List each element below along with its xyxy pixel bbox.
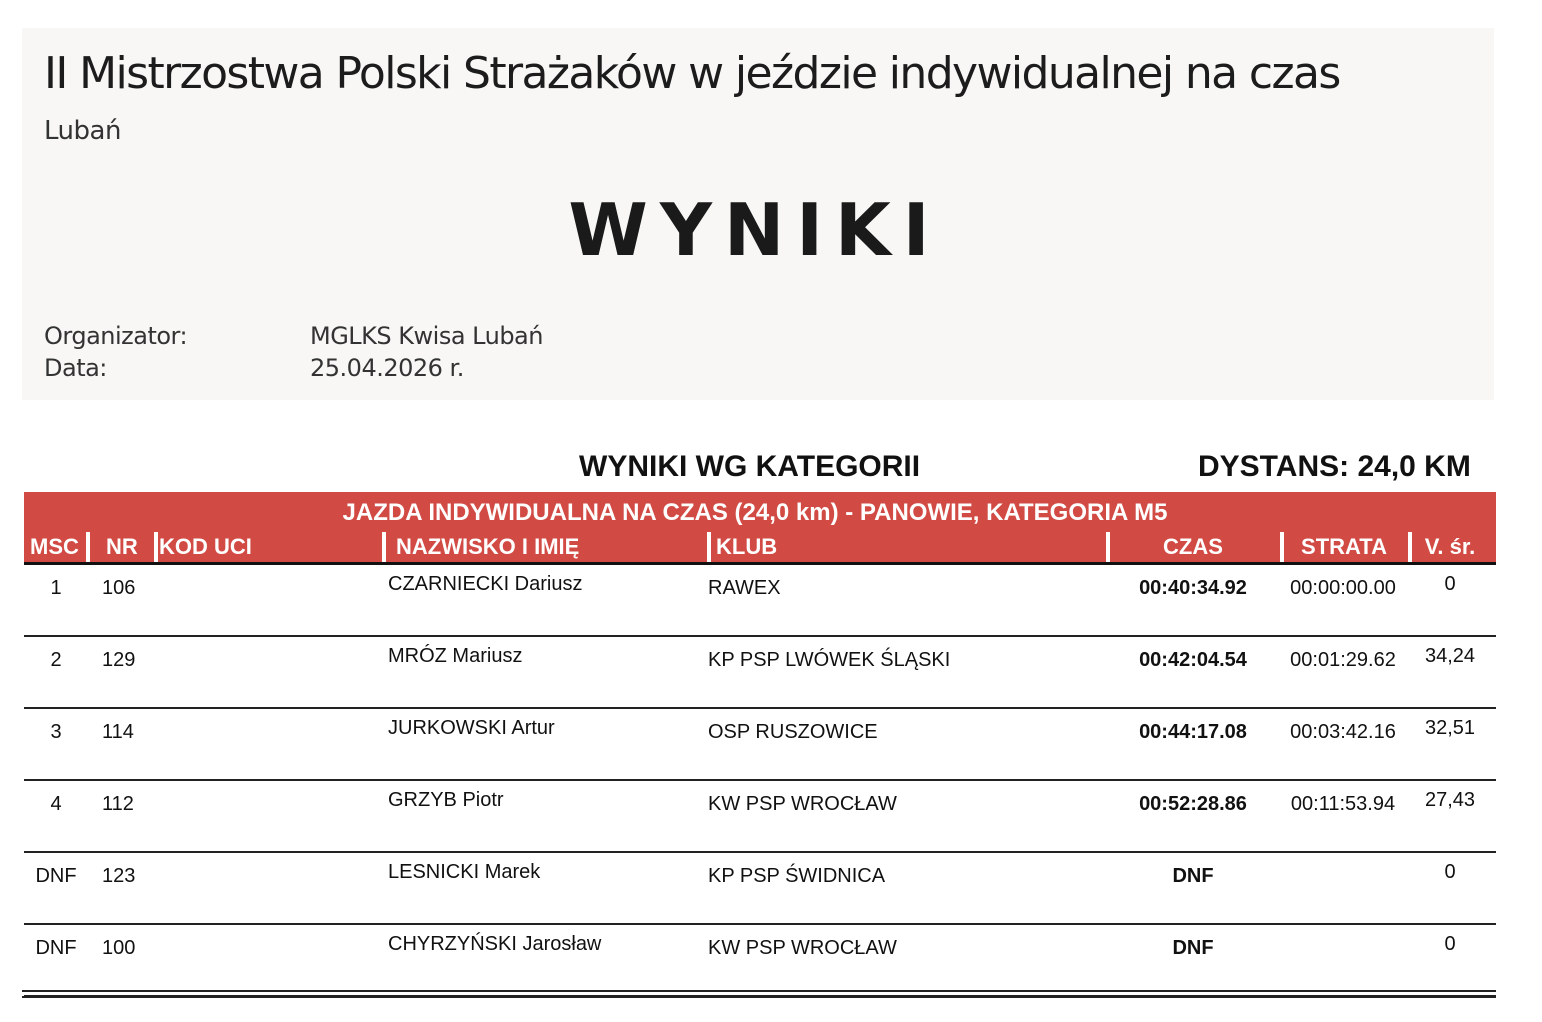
table-row [24,781,1496,853]
column-divider [154,532,158,562]
cell-nr: 100 [102,937,136,959]
category-title: JAZDA INDYWIDUALNA NA CZAS (24,0 km) - PANOWIE, KATEGORIA M5 [24,492,1496,532]
organizer-value: MGLKS Kwisa Lubań [310,322,543,350]
cell-name: LESNICKI Marek [388,861,541,883]
cell-gap: 00:03:42.16 [1290,721,1396,743]
column-header-nr: NR [106,534,138,559]
cell-gap: 00:11:53.94 [1290,793,1396,815]
column-divider [1408,532,1412,562]
cell-name: GRZYB Piotr [388,789,504,811]
table-row [24,565,1496,637]
cell-club: KW PSP WROCŁAW [708,937,897,959]
column-header-club: KLUB [716,534,778,559]
cell-speed: 32,51 [1424,717,1476,739]
cell-gap: 00:00:00.00 [1290,577,1396,599]
column-divider [707,532,711,562]
cell-speed: 0 [1444,861,1456,883]
document-heading: WYNIKI [568,188,942,272]
cell-msc: 3 [50,721,62,743]
cell-nr: 129 [102,649,136,671]
table-row [24,709,1496,781]
column-header-speed: V. śr. [1424,534,1476,559]
cell-club: RAWEX [708,577,781,599]
cell-time: DNF [1172,865,1214,887]
cell-msc: 2 [50,649,62,671]
section-title: WYNIKI WG KATEGORII [579,450,921,483]
event-title: II Mistrzostwa Polski Strażaków w jeździe indywidualnej na czas [44,48,1340,99]
cell-msc: 4 [50,793,62,815]
cell-speed: 34,24 [1424,645,1476,667]
column-header-msc: MSC [30,534,79,559]
table-end-double-rule [22,990,1496,998]
cell-name: CZARNIECKI Dariusz [388,573,583,595]
cell-name: JURKOWSKI Artur [388,717,555,739]
cell-nr: 112 [102,793,134,815]
table-row [24,925,1496,997]
column-header-row [24,532,1496,565]
results-table [24,492,1496,997]
cell-speed: 0 [1444,933,1456,955]
cell-msc: DNF [35,865,77,887]
column-header-name: NAZWISKO I IMIĘ [396,534,580,559]
column-header-time: CZAS [1163,534,1223,559]
cell-time: 00:44:17.08 [1139,721,1247,743]
cell-speed: 0 [1444,573,1456,595]
distance-label: DYSTANS: 24,0 KM [1198,450,1471,483]
cell-msc: DNF [35,937,77,959]
cell-time: 00:52:28.86 [1139,793,1247,815]
cell-time: DNF [1172,937,1214,959]
event-location: Lubań [44,116,121,146]
organizer-label: Organizator: [44,322,188,350]
table-row [24,853,1496,925]
column-divider [1106,532,1110,562]
cell-speed: 27,43 [1424,789,1476,811]
cell-name: CHYRZYŃSKI Jarosław [388,933,602,955]
cell-gap: 00:01:29.62 [1290,649,1396,671]
cell-time: 00:42:04.54 [1139,649,1247,671]
cell-club: OSP RUSZOWICE [708,721,878,743]
cell-club: KP PSP ŚWIDNICA [708,865,886,887]
cell-nr: 123 [102,865,136,887]
column-divider [86,532,90,562]
cell-name: MRÓZ Mariusz [388,645,523,667]
cell-time: 00:40:34.92 [1139,577,1247,599]
column-header-kod-uci: KOD UCI [159,534,252,559]
cell-club: KW PSP WROCŁAW [708,793,897,815]
cell-msc: 1 [50,577,62,599]
column-divider [382,532,386,562]
date-value: 25.04.2026 r. [310,354,464,382]
cell-nr: 106 [102,577,136,599]
cell-club: KP PSP LWÓWEK ŚLĄSKI [708,649,951,671]
cell-nr: 114 [102,721,134,743]
date-label: Data: [44,354,107,382]
column-header-gap: STRATA [1301,534,1387,559]
table-row [24,637,1496,709]
